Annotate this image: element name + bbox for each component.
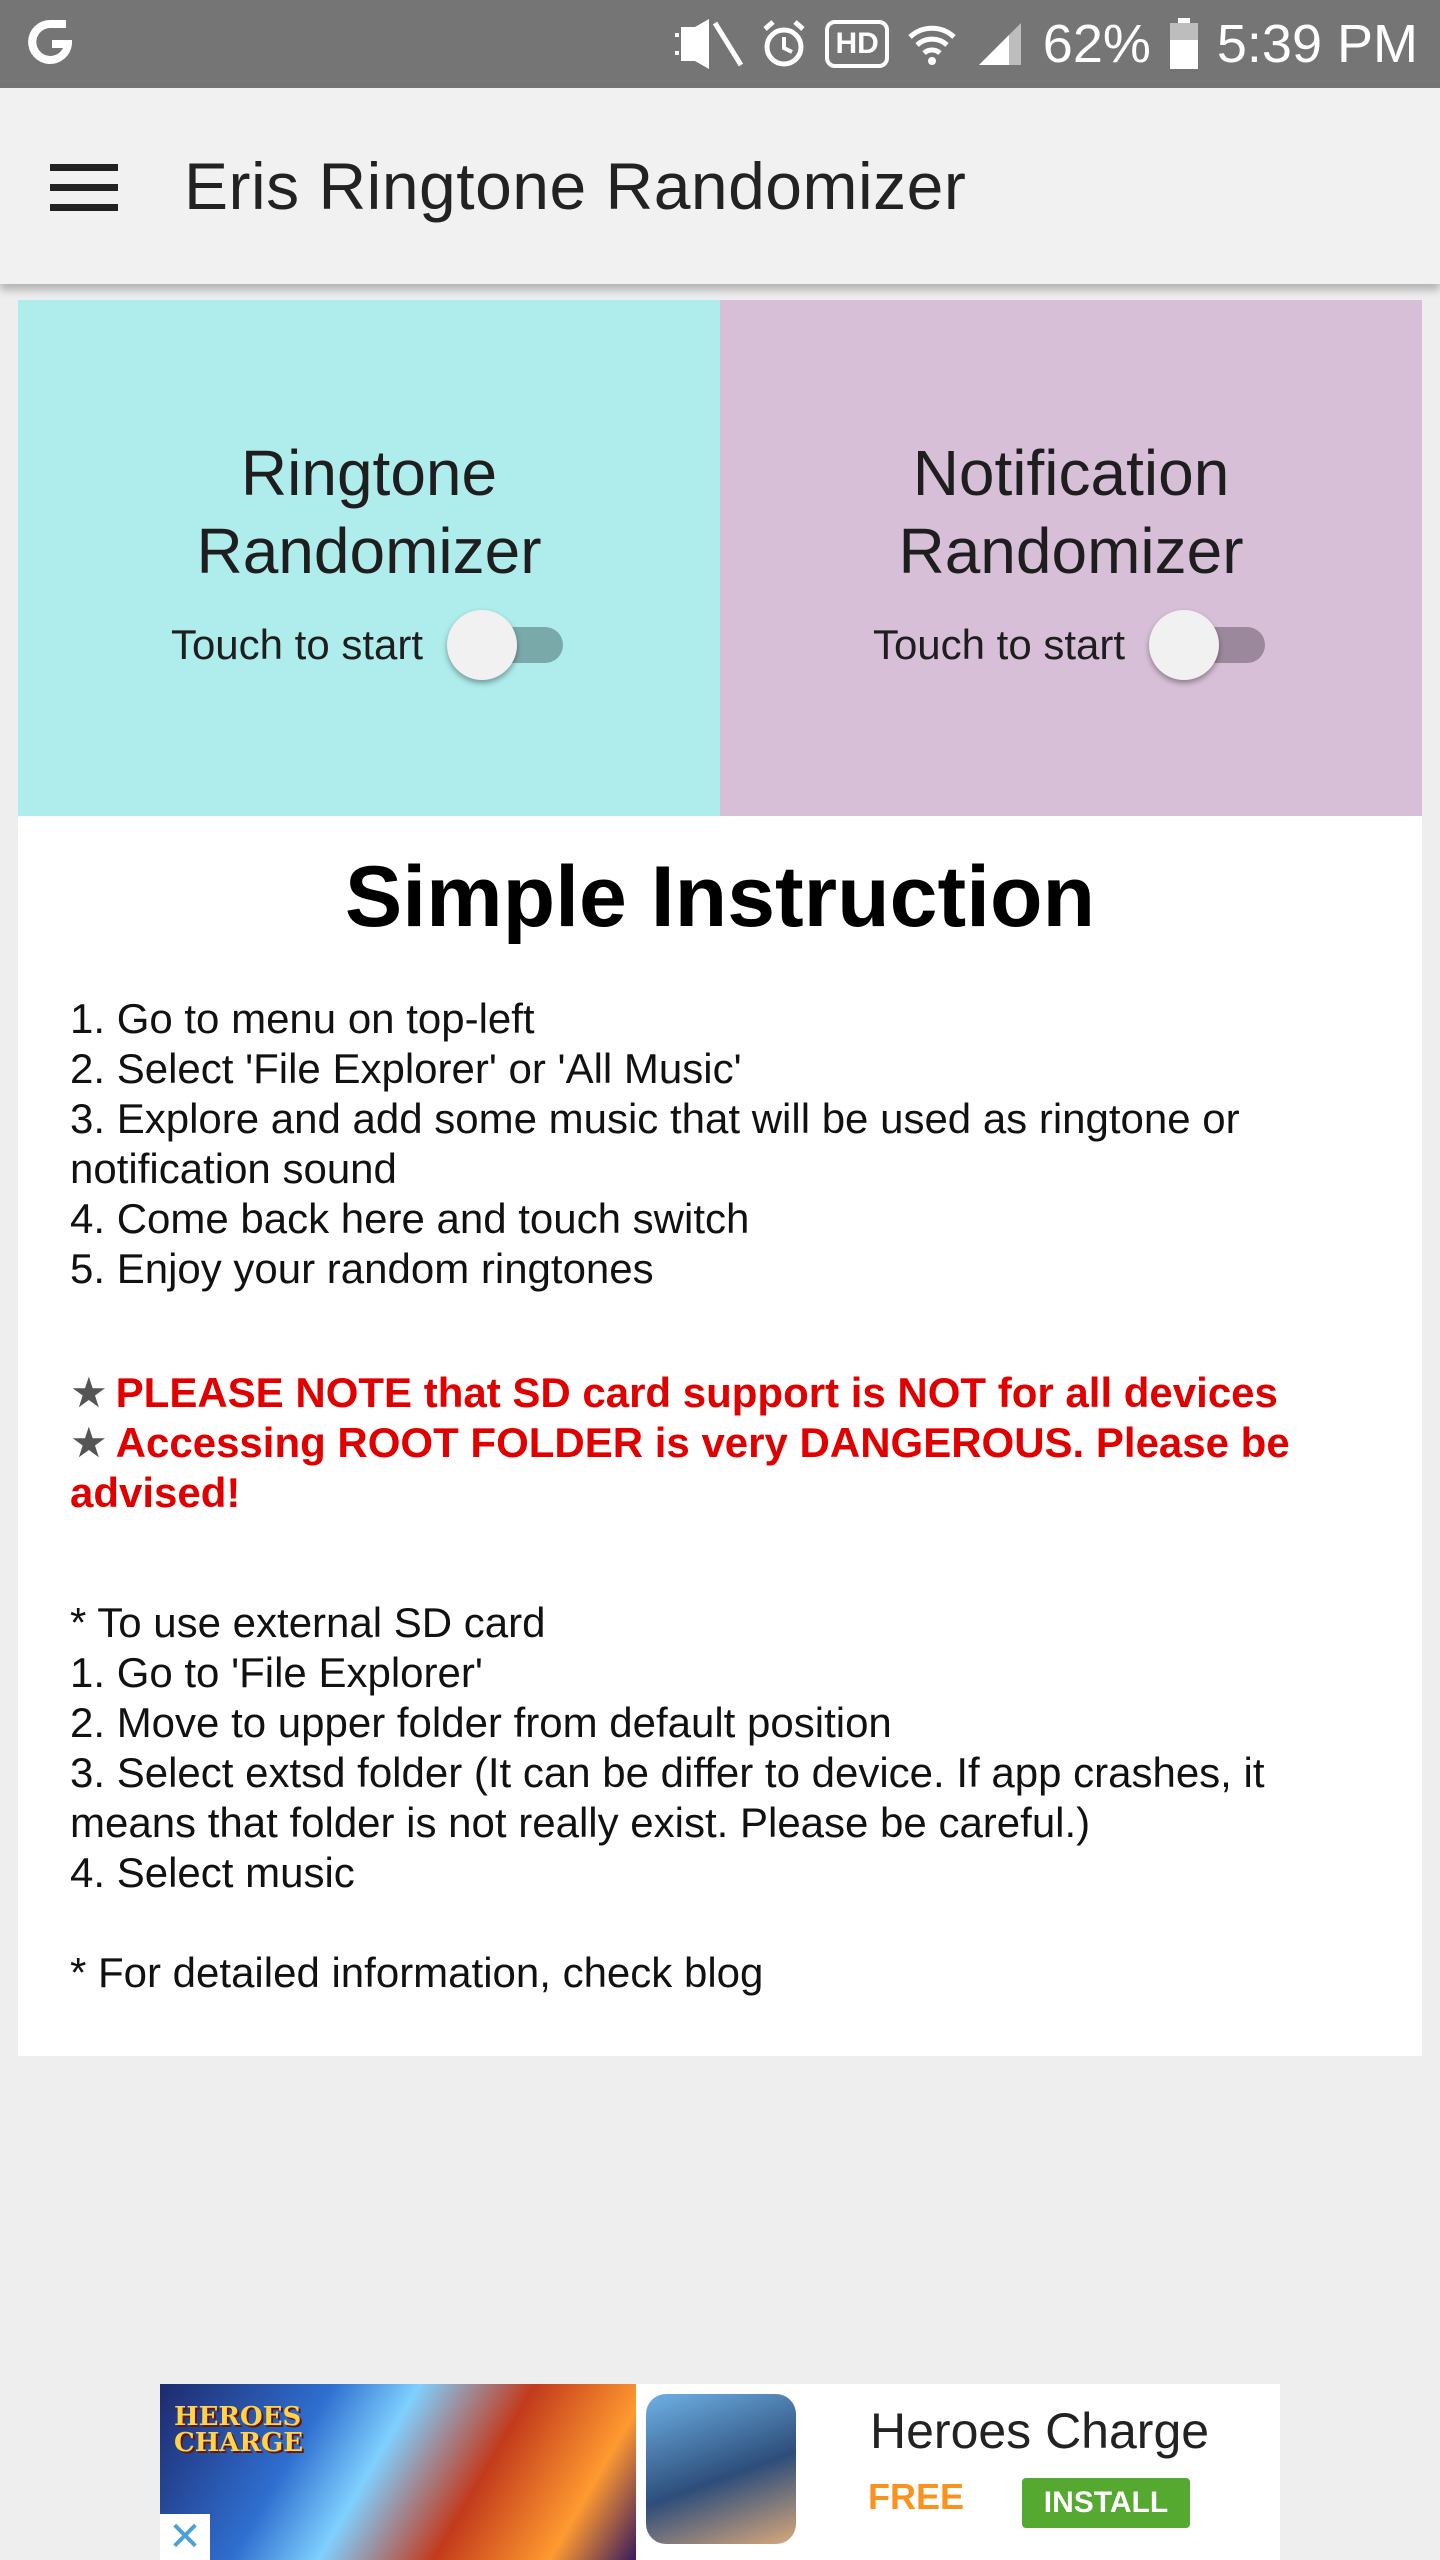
ad-price-label: FREE [868, 2476, 965, 2517]
ringtone-title-line2: Randomizer [196, 515, 542, 587]
notification-title-line1: Notification [912, 437, 1230, 509]
ad-install-button[interactable]: INSTALL [1022, 2478, 1190, 2528]
warning-item [70, 1368, 1370, 1418]
star-icon: ★ [70, 1419, 108, 1466]
instruction-step: 3. Explore and add some music that will be used as ringtone or notification sound [70, 1095, 1240, 1192]
ad-game-logo: HEROES CHARGE [174, 2402, 304, 2458]
notification-touch-label: Touch to start [872, 621, 1126, 668]
ringtone-randomizer-panel [18, 300, 720, 816]
sd-card-header: * To use external SD card [70, 1599, 546, 1646]
hamburger-menu-icon[interactable] [36, 140, 132, 236]
star-icon: ★ [70, 1369, 108, 1416]
instruction-step: 2. Select 'File Explorer' or 'All Music' [70, 1045, 742, 1092]
hd-voice-icon: HD [825, 20, 888, 68]
ringtone-switch-thumb [447, 610, 517, 680]
ad-close-icon[interactable]: ✕ [160, 2514, 210, 2560]
wifi-icon [907, 19, 957, 69]
ad-app-icon[interactable] [636, 2384, 806, 2554]
app-notification-icon [22, 14, 78, 74]
clock: 5:39 PM [1216, 14, 1418, 74]
ringtone-touch-label: Touch to start [170, 621, 424, 668]
mute-icon [673, 19, 743, 69]
battery-percent: 62% [1042, 14, 1151, 74]
battery-icon [1169, 18, 1199, 70]
ad-banner[interactable] [160, 2384, 1280, 2560]
instructions-title: Simple Instruction [344, 849, 1096, 945]
notification-panel-title [720, 434, 1422, 590]
signal-icon [975, 19, 1025, 69]
ringtone-switch[interactable] [437, 610, 567, 680]
instruction-step: 5. Enjoy your random ringtones [70, 1245, 654, 1292]
sd-card-step: 3. Select extsd folder (It can be differ to device. If app crashes, it means that folder is not really exist. Please be careful.) [70, 1749, 1265, 1846]
status-bar [0, 0, 1440, 88]
warning-item [70, 1418, 1370, 1518]
instruction-step: 1. Go to menu on top-left [70, 995, 535, 1042]
warning-text: Accessing ROOT FOLDER is very DANGEROUS. Please be advised! [70, 1419, 1290, 1516]
sd-card-instructions [70, 1598, 1370, 1898]
app-title: Eris Ringtone Randomizer [184, 149, 967, 223]
notification-switch[interactable] [1139, 610, 1269, 680]
main-card [18, 300, 1422, 2056]
sd-card-step: 1. Go to 'File Explorer' [70, 1649, 483, 1696]
footer-note-block [70, 1948, 1370, 1998]
notification-title-line2: Randomizer [898, 515, 1244, 587]
ad-image[interactable] [160, 2384, 636, 2560]
sd-card-step: 2. Move to upper folder from default position [70, 1699, 892, 1746]
warning-notes [70, 1368, 1370, 1518]
footer-note: * For detailed information, check blog [70, 1949, 764, 1996]
app-bar [0, 88, 1440, 284]
notification-randomizer-panel [720, 300, 1422, 816]
ad-app-name[interactable]: Heroes Charge [870, 2403, 1210, 2459]
ringtone-panel-title [18, 434, 720, 590]
alarm-icon [761, 19, 807, 69]
sd-card-step: 4. Select music [70, 1849, 355, 1896]
ringtone-title-line1: Ringtone [240, 437, 498, 509]
instruction-steps [70, 994, 1370, 1294]
notification-switch-thumb [1149, 610, 1219, 680]
warning-text: PLEASE NOTE that SD card support is NOT for all devices [115, 1369, 1278, 1416]
instruction-step: 4. Come back here and touch switch [70, 1195, 750, 1242]
